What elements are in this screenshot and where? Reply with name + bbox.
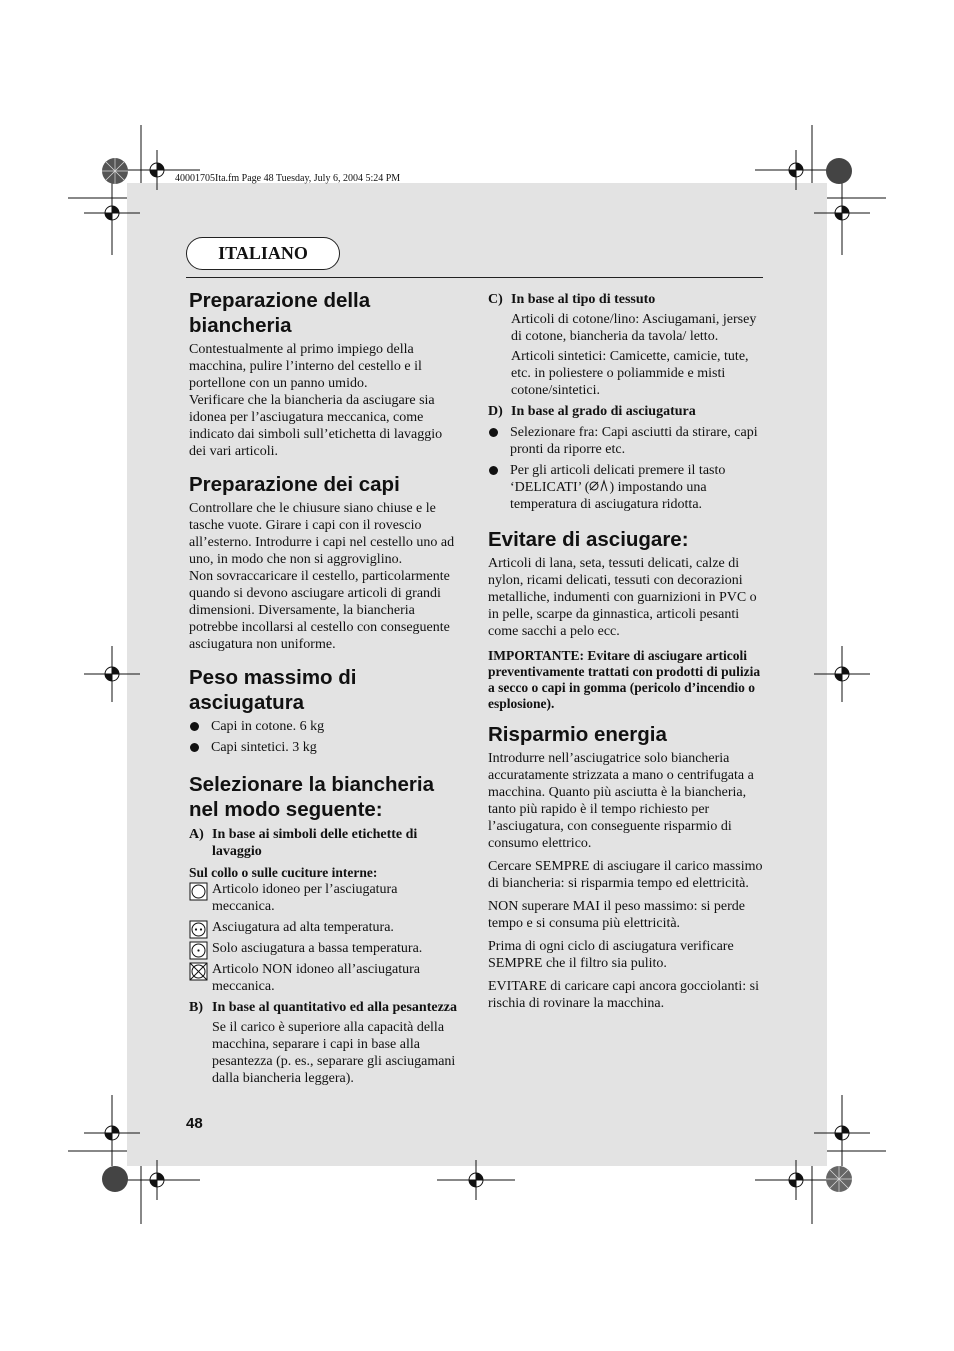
paragraph: Articoli sintetici: Camicette, camicie, tute, etc. in poliestere o poliammide e misti cotone/sintetici. [511, 349, 749, 398]
section-title-preparazione-capi: Preparazione dei capi [189, 473, 400, 496]
bullet-icon [489, 466, 498, 475]
list-item: Selezionare fra: Capi asciutti da stirare, capi pronti da riporre etc. [488, 424, 766, 458]
no-tumble-dry-icon [189, 962, 208, 981]
symbol-row: Asciugatura ad alta temperatura. [189, 919, 461, 936]
paragraph: Prima di ogni ciclo di asciugatura verificare SEMPRE che il filtro sia pulito. [488, 939, 734, 971]
paragraph: Non sovraccaricare il cestello, particolarmente quando si devono asciugare articoli di grandi dimensioni. Diversamente, la biancheria potrebbe incollarsi al cestello con conseguente asciugatura non uniforme. [189, 569, 450, 652]
label-sul-collo: Sul collo o sulle cuciture interne: [189, 865, 378, 880]
right-column [488, 291, 766, 1012]
header-rule [186, 277, 763, 278]
delicate-icon [589, 479, 609, 492]
tumble-dry-low-icon [189, 941, 208, 960]
paragraph: Contestualmente al primo impiego della macchina, pulire l’interno del cestello e il portellone con un panno umido. [189, 342, 422, 391]
section-title-selezionare: Selezionare la biancheria nel modo seguente: [189, 773, 434, 821]
paragraph: Introdurre nell’asciugatrice solo biancheria accuratamente strizzata a mano o centrifugata a macchina. Quanto più asciutta è la biancheria, tanto più rapido è il tempo richiesto per l’asciugatura, con conseguente risparmio di consumo elettrico. [488, 751, 754, 851]
symbol-row: Articolo idoneo per l’asciugatura meccanica. [189, 881, 461, 915]
paragraph: NON superare MAI il peso massimo: si perde tempo e si consuma più elettricità. [488, 899, 746, 931]
section-title-evitare: Evitare di asciugare: [488, 528, 689, 551]
bullet-icon [489, 428, 498, 437]
list-item: Capi sintetici. 3 kg [189, 739, 461, 756]
paragraph: Se il carico è superiore alla capacità della macchina, separare i capi in base alla pesantezza (p. es., separare gli asciugamani dalla biancheria leggera). [212, 1020, 456, 1086]
list-item: Capi in cotone. 6 kg [189, 718, 461, 735]
symbol-row: Articolo NON idoneo all’asciugatura meccanica. [189, 961, 461, 995]
tumble-dry-icon [189, 882, 208, 901]
sub-heading-d: D) In base al grado di asciugatura [488, 404, 696, 419]
page-number: 48 [186, 1115, 203, 1132]
bullet-icon [190, 743, 199, 752]
sub-heading-b: B) In base al quantitativo ed alla pesantezza [189, 1000, 458, 1015]
paragraph: Cercare SEMPRE di asciugare il carico massimo di biancheria: si risparmia tempo ed elettricità. [488, 859, 763, 891]
paragraph: Articoli di lana, seta, tessuti delicati, calze di nylon, ricami delicati, tessuti con decorazioni metalliche, indumenti con guarnizioni in PVC o in pelle, scarpe da ginnastica, articoli pesanti come sacchi a pelo ecc. [488, 556, 757, 639]
sub-heading-c: C) In base al tipo di tessuto [488, 292, 656, 307]
symbol-row: Solo asciugatura a bassa temperatura. [189, 940, 461, 957]
list-item: Per gli articoli delicati premere il tasto ‘DELICATI’ ( ) impostando una temperatura di asciugatura ridotta. [488, 462, 766, 513]
paragraph: Controllare che le chiusure siano chiuse e le tasche vuote. Girare i capi con il rovescio all’esterno. Introdurre i capi nel cestello uno ad uno, in modo che non si aggroviglino. [189, 501, 455, 567]
paragraph: EVITARE di caricare capi ancora gocciolanti: si rischia di rovinare la macchina. [488, 979, 759, 1011]
tumble-dry-high-icon [189, 920, 208, 939]
section-title-peso-massimo: Peso massimo di asciugatura [189, 666, 357, 714]
sub-heading-a: A) In base ai simboli delle etichette di lavaggio [189, 827, 418, 859]
section-title-preparazione-biancheria: Preparazione della biancheria [189, 289, 371, 337]
left-column [189, 288, 461, 1087]
paragraph: Articoli di cotone/lino: Asciugamani, jersey di cotone, biancheria da tavola/ letto. [511, 312, 757, 344]
file-header-line: 40001705Ita.fm Page 48 Tuesday, July 6, 2004 5:24 PM [175, 173, 401, 184]
language-tab: ITALIANO [186, 237, 340, 270]
section-title-risparmio: Risparmio energia [488, 723, 667, 746]
paragraph: Verificare che la biancheria da asciugare sia idonea per l’asciugatura meccanica, come indicato dai simboli sull’etichetta di lavaggio dei vari articoli. [189, 393, 443, 459]
bullet-icon [190, 722, 199, 731]
important-note: IMPORTANTE: Evitare di asciugare articoli preventivamente trattati con prodotti di pulizia a secco o capi in gomma (pericolo d’incendio o esplosione). [488, 648, 761, 711]
